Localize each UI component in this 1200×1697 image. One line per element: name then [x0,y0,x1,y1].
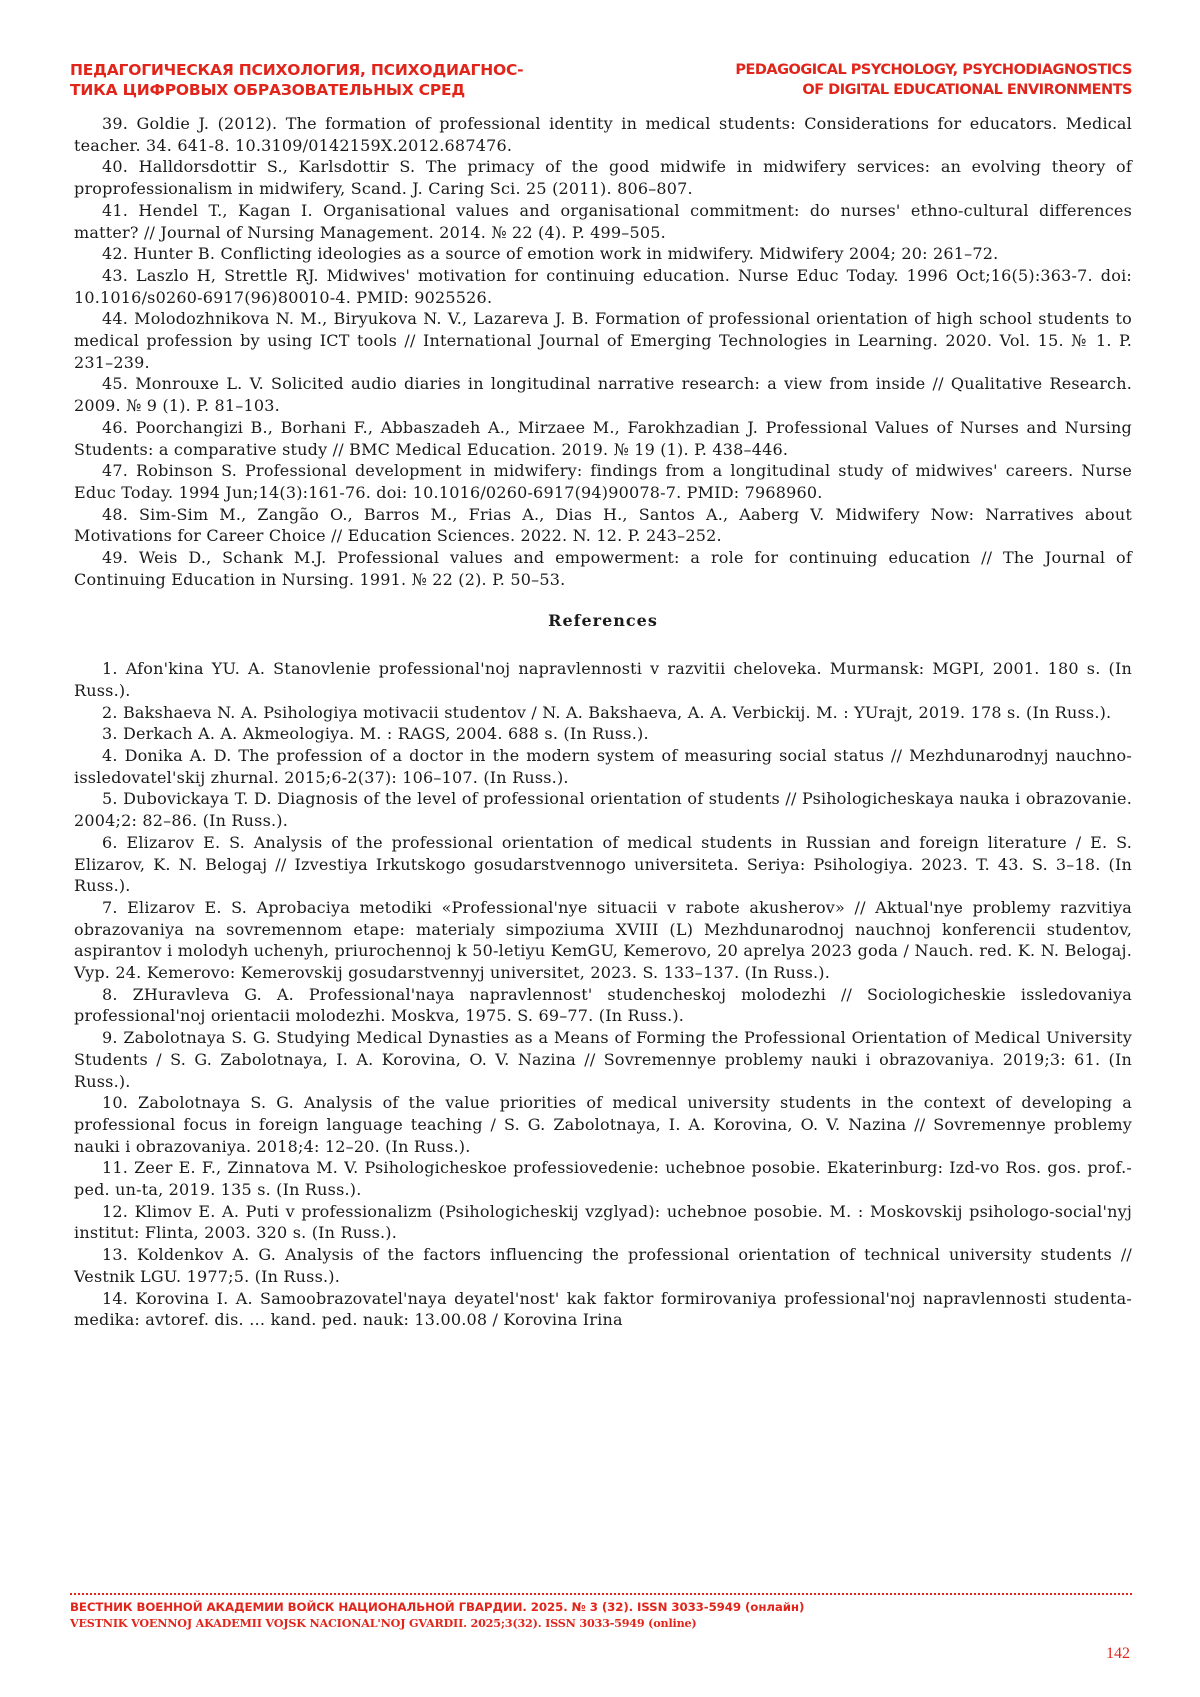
running-header [70,60,1132,104]
header-en-line-1: PEDAGOGICAL PSYCHOLOGY, PSYCHODIAGNOSTICS [735,62,1132,78]
bibliography-item-48: 48. Sim-Sim M., Zangão O., Barros M., Frias A., Dias H., Santos A., Aaberg V. Midwifery Now: Narratives about Motivations for Career Choice // Education Sciences. 2022. N. 12. P. 243–252. [74,504,1132,546]
reference-item-9: 9. Zabolotnaya S. G. Studying Medical Dynasties as a Means of Forming the Professional Orientation of Medical University Students / S. G. Zabolotnaya, I. A. Korovina, O. V. Nazina // Sovremennye problemy nauki i obrazovaniya. 2019;3: 61. (In Russ.). [74,1028,1132,1091]
reference-item-12: 12. Klimov E. A. Puti v professionalizm (Psihologicheskij vzglyad): uchebnoe posobie. M. : Moskovskij psihologo-social'nyj institut: Flinta, 2003. 320 s. (In Russ.). [74,1201,1132,1243]
reference-item-13: 13. Koldenkov A. G. Analysis of the factors influencing the professional orientation of technical university students // Vestnik LGU. 1977;5. (In Russ.). [74,1245,1132,1286]
header-ru-line-1: ПЕДАГОГИЧЕСКАЯ ПСИХОЛОГИЯ, ПСИХОДИАГНОС- [70,61,524,79]
reference-item-8: 8. ZHuravleva G. A. Professional'naya napravlennost' studencheskoj molodezhi // Sociologicheskie issledovaniya professional'noj orientacii molodezhi. Moskva, 1975. S. 69–77. (In Russ.). [74,984,1132,1026]
footer-journal-title-ru: ВЕСТНИК ВОЕННОЙ АКАДЕМИИ ВОЙСК НАЦИОНАЛЬНОЙ ГВАРДИИ. 2025. № 3 (32). ISSN 3033-5949 (онлайн) [70,1600,805,1614]
bibliography-item-40: 40. Halldorsdottir S., Karlsdottir S. The primacy of the good midwife in midwifery services: an evolving theory of proprofessionalism in midwifery, Scand. J. Caring Sci. 25 (2011). 806–807. [74,157,1132,199]
reference-item-2: 2. Bakshaeva N. A. Psihologiya motivacii studentov / N. A. Bakshaeva, A. A. Verbickij. M. : YUrajt, 2019. 178 s. (In Russ.). [102,702,1112,722]
references-heading: References [548,611,658,631]
reference-item-1: 1. Afon'kina YU. A. Stanovlenie professional'noj napravlennosti v razvitii cheloveka. Murmansk: MGPI, 2001. 180 s. (In Russ.). [74,659,1132,700]
page-number: 142 [1106,1645,1130,1662]
reference-item-6: 6. Elizarov E. S. Analysis of the professional orientation of medical students in Russian and foreign literature / E. S. Elizarov, K. N. Belogaj // Izvestiya Irkutskogo gosudarstvennogo universiteta. Seriya: Psihologiya. 2023. T. 43. S. 3–18. (In Russ.). [74,832,1132,896]
footer-divider [70,1593,1132,1595]
reference-item-3: 3. Derkach A. A. Akmeologiya. M. : RAGS, 2004. 688 s. (In Russ.). [102,724,649,744]
bibliography-item-47: 47. Robinson S. Professional development in midwifery: findings from a longitudinal study of midwives' careers. Nurse Educ Today. 1994 Jun;14(3):161-76. doi: 10.1016/0260-6917(94)90078-7. PMID: 7968960. [74,461,1132,502]
header-section-title-en [612,60,1132,100]
bibliography-list [74,113,1132,590]
header-section-title-ru [70,60,590,100]
reference-item-10: 10. Zabolotnaya S. G. Analysis of the value priorities of medical university students in the context of developing a professional focus in foreign language teaching / S. G. Zabolotnaya, I. A. Korovina, O. V. Nazina // Sovremennye problemy nauki i obrazovaniya. 2018;4: 12–20. (In Russ.). [74,1093,1132,1156]
reference-item-4: 4. Donika A. D. The profession of a doctor in the modern system of measuring social status // Mezhdunarodnyj nauchno-issledovatel'skij zhurnal. 2015;6-2(37): 106–107. (In Russ.). [74,745,1132,787]
bibliography-item-43: 43. Laszlo H, Strettle RJ. Midwives' motivation for continuing education. Nurse Educ Today. 1996 Oct;16(5):363-7. doi: 10.1016/s0260-6917(96)80010-4. PMID: 9025526. [74,265,1132,307]
bibliography-item-41: 41. Hendel T., Kagan I. Organisational values and organisational commitment: do nurses' ethno-cultural differences matter? // Journal of Nursing Management. 2014. № 22 (4). P. 499–505. [74,200,1132,242]
bibliography-item-44: 44. Molodozhnikova N. M., Biryukova N. V., Lazareva J. B. Formation of professional orientation of high school students to medical profession by using ICT tools // International Journal of Emerging Technologies in Learning. 2020. Vol. 15. № 1. P. 231–239. [74,309,1132,372]
references-list [74,658,1132,1331]
reference-item-7: 7. Elizarov E. S. Aprobaciya metodiki «Professional'nye situacii v rabote akusherov» // Aktual'nye problemy razvitiya obrazovaniya na sovremennom etape: materialy simpoziuma XVIII (L) Mezhdunarodnoj nauchnoj konferencii studentov, aspirantov i molodyh uchenyh, priurochennoj k 50-letiyu KemGU, Kemerovo, 20 aprelya 2023 goda / Nauch. red. K. N. Belogaj. Vyp. 24. Kemerovo: Kemerovskij gosudarstvennyj universitet, 2023. S. 133–137. (In Russ.). [74,897,1132,983]
bibliography-item-42: 42. Hunter B. Conflicting ideologies as a source of emotion work in midwifery. Midwifery 2004; 20: 261–72. [102,244,999,264]
bibliography-item-39: 39. Goldie J. (2012). The formation of professional identity in medical students: Considerations for educators. Medical teacher. 34. 641-8. 10.3109/0142159X.2012.687476. [74,114,1132,155]
reference-item-14: 14. Korovina I. A. Samoobrazovatel'naya deyatel'nost' kak faktor formirovaniya professional'noj napravlennosti studenta-medika: avtoref. dis. … kand. ped. nauk: 13.00.08 / Korovina Irina [74,1288,1132,1330]
reference-item-11: 11. Zeer E. F., Zinnatova M. V. Psihologicheskoe professiovedenie: uchebnoe posobie. Ekaterinburg: Izd-vo Ros. gos. prof.-ped. un-ta, 2019. 135 s. (In Russ.). [74,1158,1132,1200]
footer-journal-title-en: VESTNIK VOENNOJ AKADEMII VOJSK NACIONAL'NOJ GVARDII. 2025;3(32). ISSN 3033-5949 (online) [70,1616,697,1630]
bibliography-item-46: 46. Poorchangizi B., Borhani F., Abbaszadeh A., Mirzaee M., Farokhzadian J. Professional Values of Nurses and Nursing Students: a comparative study // BMC Medical Education. 2019. № 19 (1). P. 438–446. [74,417,1132,459]
reference-item-5: 5. Dubovickaya T. D. Diagnosis of the level of professional orientation of students // Psihologicheskaya nauka i obrazovanie. 2004;2: 82–86. (In Russ.). [74,789,1132,831]
header-ru-line-2: ТИКА ЦИФРОВЫХ ОБРАЗОВАТЕЛЬНЫХ СРЕД [70,81,465,99]
main-content [74,113,1132,1331]
header-en-line-2: OF DIGITAL EDUCATIONAL ENVIRONMENTS [802,82,1132,98]
running-footer [70,1599,1132,1631]
bibliography-item-49: 49. Weis D., Schank M.J. Professional values and empowerment: a role for continuing education // The Journal of Continuing Education in Nursing. 1991. № 22 (2). P. 50–53. [74,548,1132,589]
bibliography-item-45: 45. Monrouxe L. V. Solicited audio diaries in longitudinal narrative research: a view from inside // Qualitative Research. 2009. № 9 (1). P. 81–103. [74,374,1132,416]
